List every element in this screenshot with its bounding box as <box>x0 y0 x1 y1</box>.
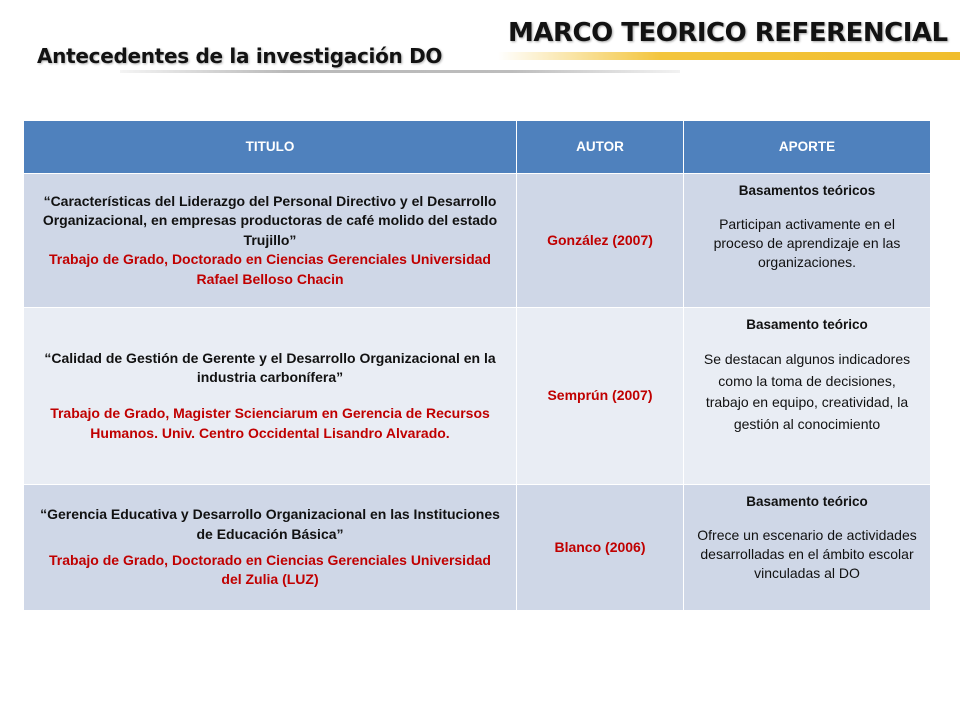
table-header-row <box>24 121 931 174</box>
aporte-text: Participan activamente en el proceso de aprendizaje en las organizaciones. <box>713 215 901 270</box>
aporte-cell <box>684 174 931 308</box>
author-cell: Semprún (2007) <box>517 308 684 485</box>
aporte-text: Ofrece un escenario de actividades desarrolladas en el ámbito escolar vinculadas al DO <box>697 526 917 581</box>
work-detail: Trabajo de Grado, Doctorado en Ciencias Gerenciales Universidad del Zulia (LUZ) <box>49 551 491 588</box>
title-underline-bar <box>498 52 960 60</box>
work-title: “Características del Liderazgo del Personal Directivo y el Desarrollo Organizacional, en empresas productoras de café molido del estado Trujillo” <box>42 192 498 248</box>
work-title: “Gerencia Educativa y Desarrollo Organizacional en las Instituciones de Educación Básica” <box>40 506 500 542</box>
subtitle-divider <box>120 70 680 73</box>
title-cell <box>24 485 517 611</box>
work-title: “Calidad de Gestión de Gerente y el Desarrollo Organizacional en la industria carbonífera” <box>44 349 496 386</box>
title-cell <box>24 308 517 485</box>
column-header-autor: AUTOR <box>517 121 684 174</box>
references-table <box>23 120 931 611</box>
aporte-heading: Basamento teórico <box>746 494 868 509</box>
title-cell <box>24 174 517 308</box>
aporte-cell <box>684 485 931 611</box>
table-row <box>24 174 931 308</box>
aporte-cell <box>684 308 931 485</box>
page-title: MARCO TEORICO REFERENCIAL <box>508 18 948 48</box>
author-cell: González (2007) <box>517 174 684 308</box>
column-header-titulo: TITULO <box>24 121 517 174</box>
aporte-heading: Basamento teórico <box>746 317 868 332</box>
table-row <box>24 308 931 485</box>
table-row <box>24 485 931 611</box>
author-cell: Blanco (2006) <box>517 485 684 611</box>
page-subtitle: Antecedentes de la investigación DO <box>37 44 443 68</box>
work-detail: Trabajo de Grado, Magister Scienciarum en Gerencia de Recursos Humanos. Univ. Centro Occidental Lisandro Alvarado. <box>50 405 490 441</box>
column-header-aporte: APORTE <box>684 121 931 174</box>
aporte-heading: Basamentos teóricos <box>738 183 876 198</box>
aporte-text: Se destacan algunos indicadores como la toma de decisiones, trabajo en equipo, creatividad, la gestión al conocimiento <box>703 350 911 432</box>
work-detail: Trabajo de Grado, Doctorado en Ciencias Gerenciales Universidad Rafael Belloso Chacin <box>49 251 491 287</box>
